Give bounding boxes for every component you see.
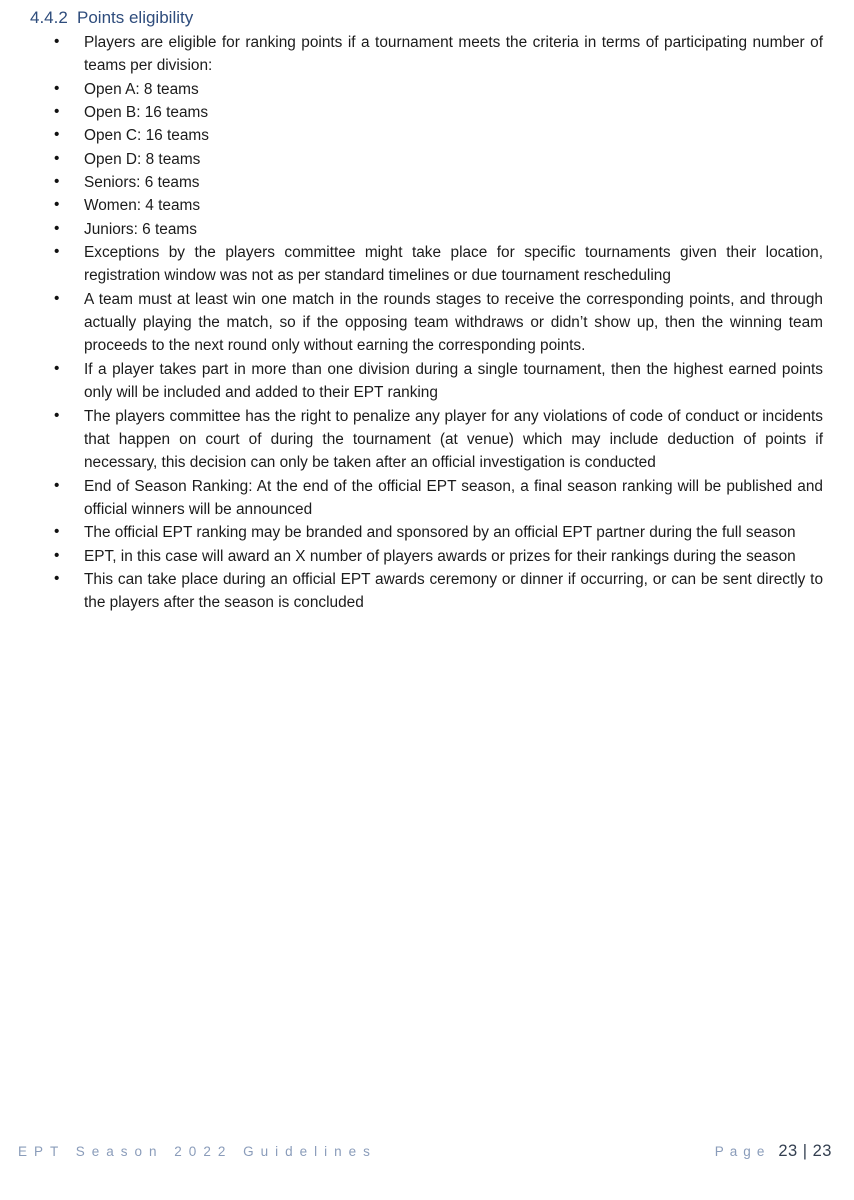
list-item: [52, 101, 823, 124]
bullet-icon: •: [54, 196, 60, 214]
bullet-icon: •: [54, 219, 60, 237]
bullet-text: Open D: 8 teams: [84, 150, 201, 168]
list-item: [52, 358, 823, 405]
bullet-text: Exceptions by the players committee might take place for specific tournaments given their location, registration window was not as per standard timelines or due tournament rescheduling: [84, 244, 823, 285]
bullet-icon: •: [54, 149, 60, 167]
footer-page: [715, 1142, 832, 1161]
bullet-icon: •: [54, 79, 60, 97]
list-item: [52, 405, 823, 475]
section-title: Points eligibility: [77, 8, 194, 27]
list-item: [52, 218, 823, 241]
list-item: [52, 171, 823, 194]
bullet-icon: •: [54, 126, 60, 144]
bullet-text: Open A: 8 teams: [84, 80, 199, 98]
bullet-text: Women: 4 teams: [84, 197, 201, 215]
bullet-icon: •: [54, 476, 60, 494]
bullet-text: Open C: 16 teams: [84, 127, 209, 145]
bullet-list: [52, 31, 823, 615]
bullet-text: A team must at least win one match in the rounds stages to receive the corresponding points, and through actually playing the match, so if the opposing team withdraws or didn’t show up, then the winning team proceeds to the next round only without earning the corresponding points.: [84, 290, 823, 355]
footer-page-label: Page: [714, 1144, 771, 1159]
bullet-icon: •: [54, 406, 60, 424]
section-number: 4.4.2: [30, 8, 68, 27]
list-item: [52, 31, 823, 78]
bullet-icon: •: [54, 569, 60, 587]
list-item: [52, 241, 823, 288]
bullet-text: EPT, in this case will award an X number of players awards or prizes for their rankings during the season: [84, 547, 796, 565]
bullet-text: Juniors: 6 teams: [84, 220, 197, 238]
list-item: [52, 521, 823, 544]
bullet-icon: •: [54, 289, 60, 307]
bullet-text: Seniors: 6 teams: [84, 174, 200, 192]
bullet-text: Players are eligible for ranking points if a tournament meets the criteria in terms of participating number of teams per division:: [84, 34, 823, 75]
bullet-text: The official EPT ranking may be branded and sponsored by an official EPT partner during the full season: [84, 524, 796, 542]
list-item: [52, 288, 823, 358]
list-item: [52, 194, 823, 217]
list-item: [52, 475, 823, 522]
bullet-icon: •: [54, 546, 60, 564]
page-footer: [18, 1142, 832, 1161]
bullet-icon: •: [54, 523, 60, 541]
bullet-text: This can take place during an official EPT awards ceremony or dinner if occurring, or can be sent directly to the players after the season is concluded: [84, 570, 823, 612]
bullet-text: Open B: 16 teams: [84, 104, 209, 122]
bullet-icon: •: [54, 173, 60, 191]
list-item: [52, 148, 823, 171]
bullet-text: If a player takes part in more than one division during a single tournament, then the highest earned points only will be included and added to their EPT ranking: [84, 360, 823, 402]
footer-doc-title: EPT Season 2022 Guidelines: [18, 1144, 377, 1159]
list-item: [52, 78, 823, 101]
footer-page-number: 23 | 23: [778, 1142, 832, 1160]
bullet-text: End of Season Ranking: At the end of the official EPT season, a final season ranking will be published and official winners will be announced: [84, 477, 823, 518]
bullet-icon: •: [54, 103, 60, 121]
section-heading: [30, 6, 193, 30]
bullet-text: The players committee has the right to penalize any player for any violations of code of conduct or incidents that happen on court of during the tournament (at venue) which may include deduction of points if necessary, this decision can only be taken after an official investigation is conducted: [84, 407, 823, 472]
bullet-icon: •: [54, 33, 60, 50]
list-item: [52, 545, 823, 568]
list-item: [52, 568, 823, 615]
bullet-icon: •: [54, 359, 60, 377]
bullet-icon: •: [54, 243, 60, 261]
list-item: [52, 124, 823, 147]
